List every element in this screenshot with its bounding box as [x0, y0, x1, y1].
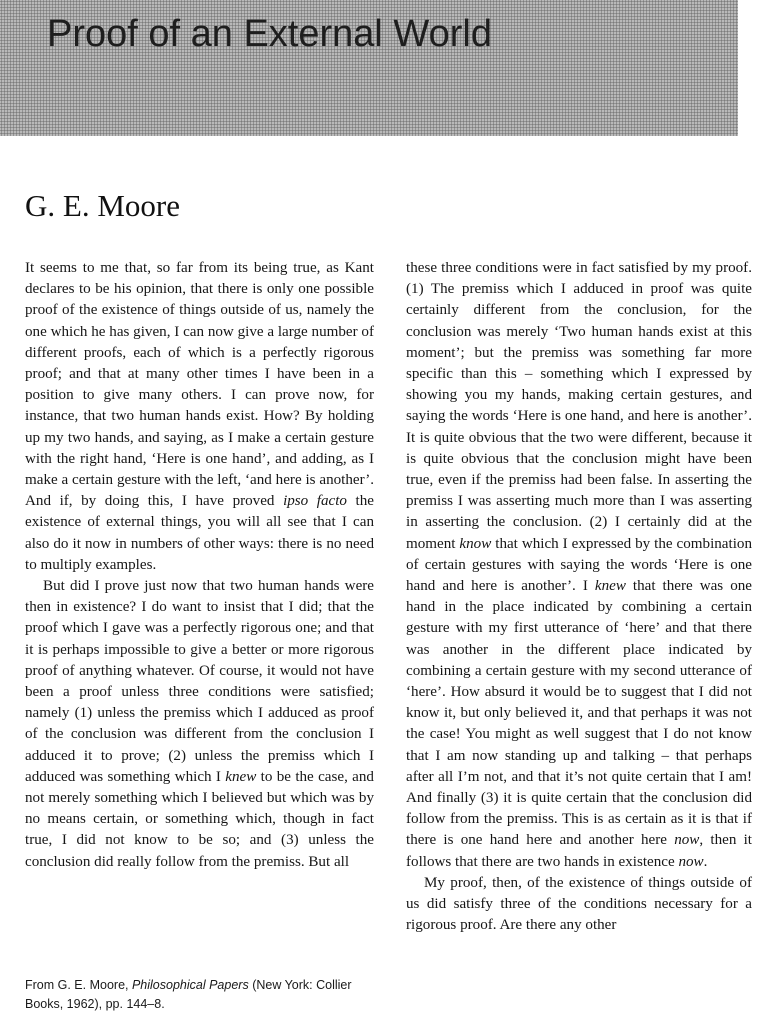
author-name: G. E. Moore: [25, 188, 180, 223]
title-banner: [0, 0, 738, 136]
paragraph: It seems to me that, so far from its being true, as Kant declares to be his opinion, that there is only one possible proof of the existence of things outside of us, namely the one which he has given, I can now give a large number of different proofs, each of which is a perfectly rigorous proof; and that at many other times I have been in a position to give many others. I can prove now, for instance, that two human hands exist. How? By holding up my two hands, and saying, as I make a certain gesture with the right hand, ‘Here is one hand’, and adding, as I make a certain gesture with the left, ‘and here is another’. And if, by doing this, I have proved ipso facto the existence of external things, you will all see that I can also do it now in numbers of other ways: there is no need to multiply examples.: [25, 260, 374, 573]
chapter-title: Proof of an External World: [47, 13, 492, 55]
paragraph: But did I prove just now that two human hands were then in existence? I do want to insist that I did; that the proof which I gave was a perfectly rigorous one; and that it is perhaps impossible to give a better or more rigorous proof of anything whatever. Of course, it would not have been a proof unless three conditions were satisfied; namely (1) unless the premiss which I adduced as proof of the conclusion was different from the conclusion I adduced it to prove; (2) unless the premiss which I adduced was something which I knew to be the case, and not merely something which I believed but which was by no means certain, or something which, though in fact true, I did not know to be so; and (3) unless the conclusion did really follow from the premiss. But all: [25, 578, 374, 870]
left-column: [25, 258, 374, 873]
paragraph: My proof, then, of the existence of things outside of us did satisfy three of the conditions necessary for a rigorous proof. Are there any other: [406, 874, 752, 934]
source-note: From G. E. Moore, Philosophical Papers (New York: Collier Books, 1962), pp. 144–8.: [25, 978, 352, 1011]
paragraph: these three conditions were in fact satisfied by my proof. (1) The premiss which I adduced in proof was quite certainly different from the conclusion, for the conclusion was merely ‘Two human hands exist at this moment’; but the premiss was something far more specific than this – something which I expressed by showing you my hands, making certain gestures, and saying the words ‘Here is one hand, and here is another’. It is quite obvious that the two were different, because it is quite obvious that the conclusion might have been true, even if the premiss had been false. In asserting the premiss I was asserting much more than I was asserting in asserting the conclusion. (2) I certainly did at the moment know that which I expressed by the combination of certain gestures with saying the words ‘Here is one hand and here is another’. I knew that there was one hand in the place indicated by combining a certain gesture with my first utterance of ‘here’ and that there was another in the different place indicated by combining a certain gesture with my second utterance of ‘here’. How absurd it would be to suggest that I did not know it, but only believed it, and that perhaps it was not the case! You might as well suggest that I do not know that I am now standing up and talking – that perhaps after all I’m not, and that it’s not quite certain that I am! And finally (3) it is quite certain that the conclusion did follow from the premiss. This is as certain as it is that if there is one hand here and another here now, then it follows that there are two hands in existence now.: [406, 260, 752, 870]
book-title: Philosophical Papers: [131, 978, 249, 992]
right-column: [406, 258, 752, 937]
